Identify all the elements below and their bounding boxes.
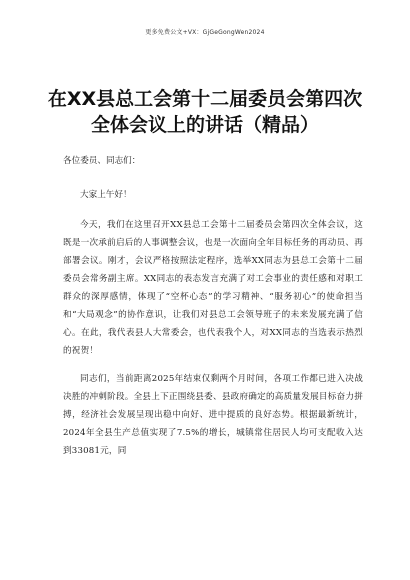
paragraph-1: 今天，我们在这里召开XX县总工会第十二届委员会第四次全体会议，这既是一次承前启后的人事调整会议，也是一次面向全年目标任务的再动员、再部署会议。刚才，会议严格按照法定程序，选举XX同志为县总工会第十二届委员会常务副主席。XX同志的表态发言充满了对工会事业的责任感和对职工群众的深厚感情，体现了“空杯心态”的学习精神、“服务初心”的使命担当和“大局观念”的协作意识，让我们对县总工会领导班子的未来发展充满了信心。在此，我代表县人大常委会，也代表我个人，对XX同志的当选表示热烈的祝贺！ xyxy=(63,220,363,356)
salutation: 各位委员、同志们： xyxy=(63,156,141,166)
greeting: 大家上午好！ xyxy=(80,190,132,200)
document-body xyxy=(63,152,363,470)
paragraph-2: 同志们，当前距离2025年结束仅剩两个月时间，各项工作都已进入决战决胜的冲刺阶段。全县上下正围绕县委、县政府确定的高质量发展目标奋力拼搏，经济社会发展呈现出稳中向好、进中提质的良好态势。根据最新统计，2024年全县生产总值实现了7.5%的增长，城镇常住居民人均可支配收入达到33081元，同 xyxy=(63,374,363,456)
document-title: 在XX县总工会第十二届委员会第四次全体会议上的讲话（精品） xyxy=(47,88,363,136)
header-note: 更多免费公文+VX：GjGeGongWen2024 xyxy=(145,29,265,36)
